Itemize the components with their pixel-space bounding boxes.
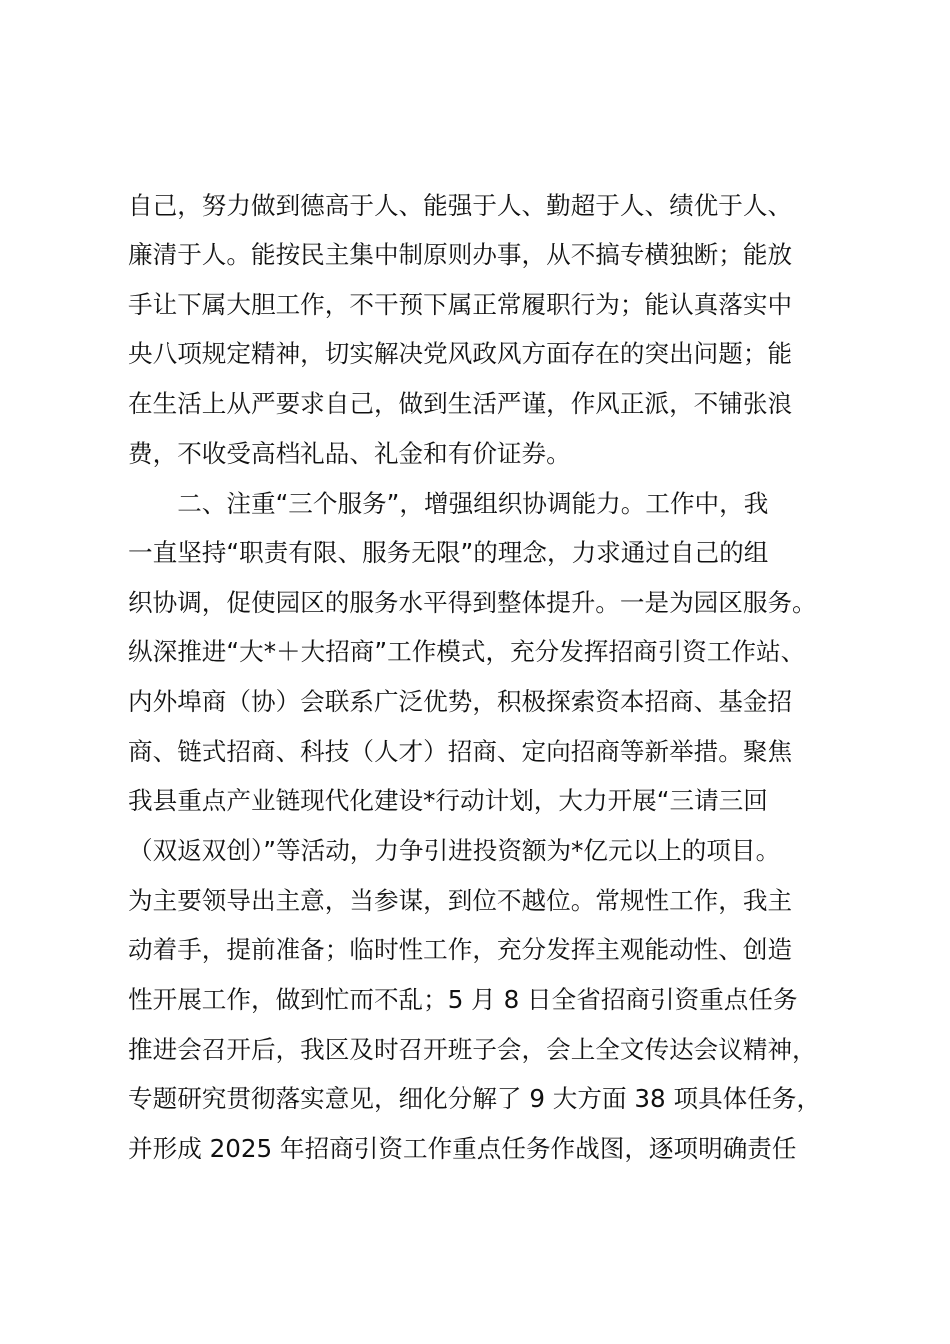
text-line: 为主要领导出主意，当参谋，到位不越位。常规性工作，我主 [128, 886, 793, 915]
text-line: 央八项规定精神，切实解决党风政风方面存在的突出问题；能 [128, 339, 793, 368]
text-line: 一直坚持“职责有限、服务无限”的理念，力求通过自己的组 [128, 538, 769, 567]
text-line: 手让下属大胆工作，不干预下属正常履职行为；能认真落实中 [128, 290, 793, 319]
text-line: 并形成 2025 年招商引资工作重点任务作战图，逐项明确责任 [128, 1134, 797, 1163]
text-line: 纵深推进“大*＋大招商”工作模式，充分发挥招商引资工作站、 [128, 637, 806, 666]
paragraph-start-line: 二、注重“三个服务”，增强组织协调能力。工作中，我 [128, 489, 769, 518]
text-line: 费，不收受高档礼品、礼金和有价证券。 [128, 439, 571, 468]
text-line: 动着手，提前准备；临时性工作，充分发挥主观能动性、创造 [128, 935, 793, 964]
text-line: 我县重点产业链现代化建设*行动计划，大力开展“三请三回 [128, 786, 768, 815]
text-line: 廉清于人。能按民主集中制原则办事，从不搞专横独断；能放 [128, 240, 793, 269]
text-line: 商、链式招商、科技（人才）招商、定向招商等新举措。聚焦 [128, 737, 793, 766]
text-line: 性开展工作，做到忙而不乱；5 月 8 日全省招商引资重点任务 [128, 985, 798, 1014]
text-line: 织协调，促使园区的服务水平得到整体提升。一是为园区服务。 [128, 588, 817, 617]
text-line: 自己，努力做到德高于人、能强于人、勤超于人、绩优于人、 [128, 191, 793, 220]
text-line: 推进会召开后，我区及时召开班子会，会上全文传达会议精神， [128, 1035, 817, 1064]
text-line: 专题研究贯彻落实意见，细化分解了 9 大方面 38 项具体任务， [128, 1084, 822, 1113]
text-line: 内外埠商（协）会联系广泛优势，积极探索资本招商、基金招 [128, 687, 793, 716]
text-line: 在生活上从严要求自己，做到生活严谨，作风正派，不铺张浪 [128, 389, 793, 418]
text-line: （双返双创）”等活动，力争引进投资额为*亿元以上的项目。 [128, 836, 781, 865]
